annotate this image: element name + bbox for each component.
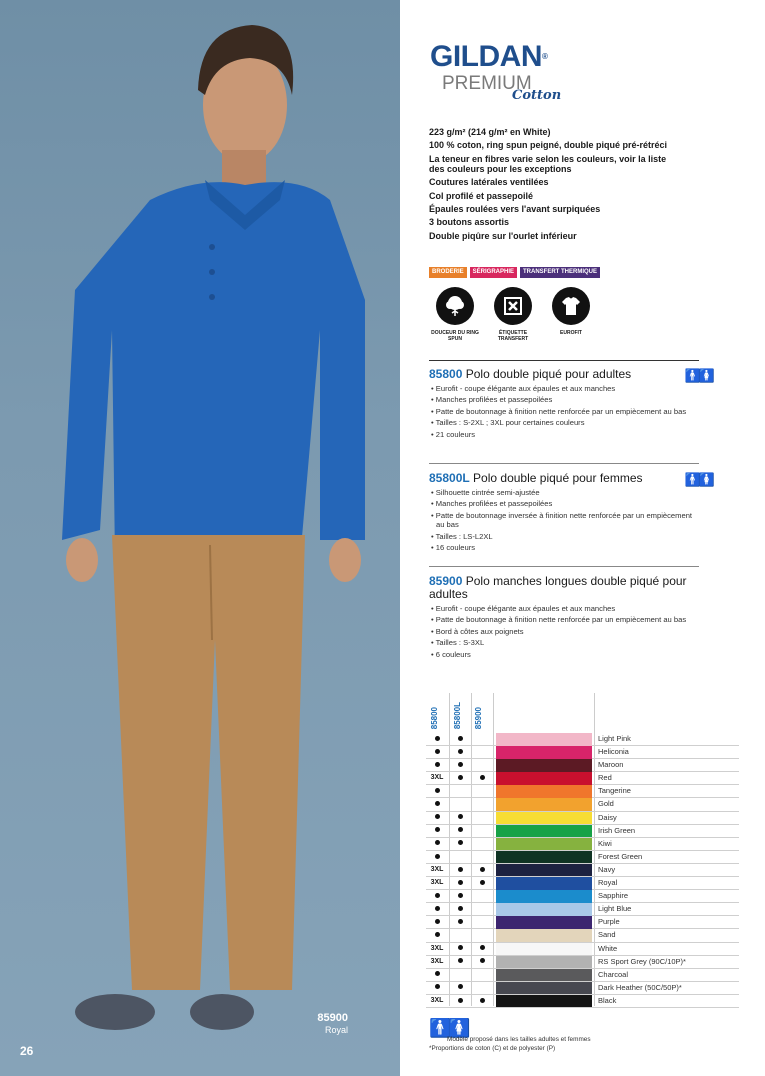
availability-dot <box>435 893 440 898</box>
model-right-shoe <box>190 994 254 1030</box>
color-swatch <box>496 916 592 929</box>
availability-cell <box>427 929 447 941</box>
availability-cell <box>472 812 492 824</box>
availability-dot <box>458 749 463 754</box>
color-row <box>426 943 739 956</box>
product-85800 <box>429 367 713 441</box>
tear-away-label-icon <box>494 287 532 325</box>
availability-cell <box>472 995 492 1007</box>
product-bullets <box>429 488 699 552</box>
color-name: Royal <box>598 878 618 888</box>
availability-cell <box>472 956 492 968</box>
availability-cell <box>427 890 447 902</box>
availability-cell <box>427 798 447 810</box>
product-name: Polo double piqué pour femmes <box>473 471 643 485</box>
availability-dot <box>458 998 463 1003</box>
brand-name: GILDAN <box>430 40 542 73</box>
color-row <box>426 851 739 864</box>
color-table-headers <box>426 693 498 733</box>
feature-label: EUROFIT <box>560 330 582 336</box>
color-swatch <box>496 812 592 825</box>
product-code: 85800 <box>429 367 463 381</box>
availability-dot <box>458 867 463 872</box>
availability-cell <box>450 798 470 810</box>
model-right-hand <box>329 538 361 582</box>
color-name: Light Blue <box>598 904 632 914</box>
divider <box>429 566 699 567</box>
color-swatch <box>496 982 592 995</box>
spec-item: 100 % coton, ring spun peigné, double piqué pré-rétréci <box>429 140 668 151</box>
color-row <box>426 903 739 916</box>
availability-cell <box>427 982 447 994</box>
availability-dot <box>480 867 485 872</box>
availability-dot <box>458 919 463 924</box>
availability-cell <box>450 929 470 941</box>
availability-dot <box>435 827 440 832</box>
availability-cell <box>427 825 447 837</box>
availability-dot <box>435 801 440 806</box>
availability-cell <box>427 812 447 824</box>
color-name: Irish Green <box>598 825 636 835</box>
color-name: Navy <box>598 864 616 874</box>
color-swatch <box>496 759 592 772</box>
model-left-hand <box>66 538 98 582</box>
availability-cell: 3XL <box>430 865 444 873</box>
availability-cell <box>472 759 492 771</box>
availability-cell <box>472 890 492 902</box>
product-code: 85900 <box>429 574 463 588</box>
availability-dot <box>435 762 440 767</box>
availability-cell <box>472 733 492 745</box>
product-title <box>429 472 699 485</box>
availability-cell <box>472 772 492 784</box>
unisex-icon: 🚹🚺 <box>684 368 713 383</box>
brand-logo <box>430 42 570 103</box>
availability-dot <box>458 827 463 832</box>
tshirt-icon <box>552 287 590 325</box>
decoration-tag-serigraphie: SÉRIGRAPHIE <box>470 267 517 278</box>
color-name: Maroon <box>598 760 624 770</box>
color-swatch <box>496 929 592 942</box>
model-neck <box>222 150 266 188</box>
availability-cell <box>450 890 470 902</box>
availability-cell <box>472 982 492 994</box>
color-name: Kiwi <box>598 838 612 848</box>
color-row <box>426 825 739 838</box>
feature-ring-spun <box>429 287 481 342</box>
product-85800l <box>429 471 713 554</box>
product-bullet: • Eurofit - coupe élégante aux épaules et aux manches <box>429 604 699 613</box>
photo-caption-color: Royal <box>324 1025 348 1035</box>
availability-cell <box>472 943 492 955</box>
color-row <box>426 798 739 811</box>
photo-caption-code: 85900 <box>317 1012 348 1024</box>
decoration-methods <box>429 267 600 278</box>
footnote-line-1: Modèle proposé dans les tailles adultes et femmes <box>447 1036 591 1043</box>
availability-dot <box>435 854 440 859</box>
feature-label: DOUCEUR DU RING SPUN <box>431 330 479 342</box>
product-bullets <box>429 384 699 439</box>
color-name: Dark Heather (50C/50P)* <box>598 982 682 992</box>
availability-cell <box>450 903 470 915</box>
availability-dot <box>480 998 485 1003</box>
availability-cell <box>450 759 470 771</box>
availability-dot <box>458 762 463 767</box>
availability-cell <box>427 916 447 928</box>
availability-dot <box>435 840 440 845</box>
color-name: Red <box>598 773 612 783</box>
availability-dot <box>435 984 440 989</box>
color-swatch <box>496 956 592 969</box>
color-swatch <box>496 890 592 903</box>
availability-cell <box>450 916 470 928</box>
product-title <box>429 575 699 601</box>
availability-cell <box>472 864 492 876</box>
product-title <box>429 368 699 381</box>
availability-cell <box>450 982 470 994</box>
color-swatch <box>496 864 592 877</box>
availability-cell <box>450 772 470 784</box>
availability-cell <box>472 929 492 941</box>
availability-dot <box>435 919 440 924</box>
availability-cell <box>450 733 470 745</box>
product-name: Polo double piqué pour adultes <box>465 367 632 381</box>
availability-dot <box>480 945 485 950</box>
spec-item: 3 boutons assortis <box>429 217 510 228</box>
color-row <box>426 969 739 982</box>
product-bullet: • Tailles : LS-L2XL <box>429 532 699 541</box>
product-bullet: • Eurofit - coupe élégante aux épaules et aux manches <box>429 384 699 393</box>
color-swatch <box>496 851 592 864</box>
availability-cell <box>472 746 492 758</box>
color-swatch <box>496 877 592 890</box>
availability-cell <box>450 969 470 981</box>
spec-item: Col profilé et passepoilé <box>429 190 534 201</box>
color-row <box>426 890 739 903</box>
product-85900 <box>429 575 699 661</box>
availability-cell: 3XL <box>430 774 444 782</box>
color-name: Light Pink <box>598 734 631 743</box>
availability-cell <box>450 838 470 850</box>
spec-item: Double piqûre sur l'ourlet inférieur <box>429 230 577 241</box>
feature-eurofit <box>545 287 597 342</box>
feature-label: ÉTIQUETTE TRANSFERT <box>497 330 529 342</box>
color-swatch <box>496 825 592 838</box>
availability-dot <box>480 880 485 885</box>
availability-dot <box>435 736 440 741</box>
availability-cell <box>427 903 447 915</box>
availability-dot <box>458 775 463 780</box>
footnote <box>429 1018 729 1052</box>
model-pants <box>112 535 305 990</box>
feature-tear-away <box>487 287 539 342</box>
color-name: Heliconia <box>598 747 629 757</box>
availability-dot <box>458 880 463 885</box>
availability-cell <box>472 851 492 863</box>
availability-cell <box>472 903 492 915</box>
availability-dot <box>458 736 463 741</box>
availability-cell: 3XL <box>430 996 444 1004</box>
availability-cell <box>450 785 470 797</box>
brand-cotton: Cotton <box>512 88 562 103</box>
availability-cell <box>450 864 470 876</box>
spec-item: La teneur en fibres varie selon les couleurs, voir la liste des couleurs pour les exceptions <box>429 153 667 175</box>
availability-cell <box>472 785 492 797</box>
availability-cell <box>450 956 470 968</box>
color-name: Charcoal <box>598 969 629 979</box>
product-code: 85800L <box>429 471 470 485</box>
product-bullet: • 21 couleurs <box>429 430 699 439</box>
decoration-tag-broderie: BRODERIE <box>429 267 467 278</box>
product-bullet: • Patte de boutonnage à finition nette renforcée par un empiècement au bas <box>429 615 699 624</box>
unisex-icon: 🚹🚺 <box>429 1018 468 1038</box>
availability-cell <box>472 877 492 889</box>
availability-dot <box>435 971 440 976</box>
color-row <box>426 956 739 969</box>
product-bullet: • 6 couleurs <box>429 650 699 659</box>
color-name: Daisy <box>598 812 617 822</box>
color-swatch <box>496 772 592 785</box>
column-header: 85900 <box>474 706 483 729</box>
availability-dot <box>435 932 440 937</box>
product-details <box>400 0 765 1076</box>
availability-dot <box>480 775 485 780</box>
product-bullet: • Patte de boutonnage inversée à finition nette renforcée par un empiècement au bas <box>429 511 699 530</box>
product-name: Polo manches longues double piqué pour adultes <box>429 574 687 601</box>
column-header: 85800 <box>430 706 439 729</box>
model-shirt <box>62 182 365 560</box>
availability-cell <box>472 838 492 850</box>
availability-dot <box>480 958 485 963</box>
availability-cell <box>450 943 470 955</box>
availability-dot <box>458 840 463 845</box>
product-bullet: • Patte de boutonnage à finition nette renforcée par un empiècement au bas <box>429 407 699 416</box>
color-row <box>426 982 739 995</box>
color-name: Forest Green <box>598 851 643 861</box>
availability-cell <box>450 746 470 758</box>
divider <box>429 463 699 464</box>
availability-cell <box>427 838 447 850</box>
color-swatch <box>496 785 592 798</box>
color-name: White <box>598 943 618 953</box>
spec-list <box>429 127 679 244</box>
color-row <box>426 772 739 785</box>
availability-cell: 3XL <box>430 944 444 952</box>
availability-dot <box>458 958 463 963</box>
color-row <box>426 916 739 929</box>
spec-item: 223 g/m² (214 g/m² en White) <box>429 127 551 137</box>
product-bullet: • Tailles : S-2XL ; 3XL pour certaines couleurs <box>429 418 699 427</box>
page-number: 26 <box>20 1044 34 1058</box>
color-name: Sand <box>598 930 616 940</box>
product-bullet: • 16 couleurs <box>429 543 699 552</box>
color-row <box>426 759 739 772</box>
availability-dot <box>458 893 463 898</box>
color-swatch <box>496 798 592 811</box>
availability-cell <box>450 825 470 837</box>
footnote-line-2: *Proportions de coton (C) et de polyester (P) <box>429 1045 556 1052</box>
color-row <box>426 995 739 1008</box>
cotton-plant-icon <box>436 287 474 325</box>
availability-cell <box>472 825 492 837</box>
product-bullet: • Bord à côtes aux poignets <box>429 627 699 636</box>
color-swatch <box>496 903 592 916</box>
availability-cell <box>472 969 492 981</box>
availability-cell <box>450 995 470 1007</box>
color-swatch <box>496 733 592 746</box>
color-row <box>426 877 739 890</box>
availability-dot <box>435 906 440 911</box>
color-row <box>426 864 739 877</box>
unisex-icon: 🚹🚺 <box>684 472 713 487</box>
product-bullet: • Manches profilées et passepoilées <box>429 499 699 508</box>
color-name: Tangerine <box>598 786 631 796</box>
availability-cell <box>427 785 447 797</box>
availability-dot <box>458 945 463 950</box>
color-swatch <box>496 746 592 759</box>
availability-dot <box>458 814 463 819</box>
availability-dot <box>458 906 463 911</box>
availability-cell: 3XL <box>430 879 444 887</box>
color-name: RS Sport Grey (90C/10P)* <box>598 956 686 966</box>
availability-cell <box>450 851 470 863</box>
product-bullet: • Manches profilées et passepoilées <box>429 395 699 404</box>
availability-dot <box>435 749 440 754</box>
color-name: Sapphire <box>598 891 629 901</box>
spec-item: Coutures latérales ventilées <box>429 177 549 188</box>
availability-cell <box>450 812 470 824</box>
availability-cell <box>427 733 447 745</box>
product-bullet: • Tailles : S-3XL <box>429 638 699 647</box>
availability-cell <box>427 851 447 863</box>
availability-cell <box>427 969 447 981</box>
brand-reg-mark: ® <box>542 52 548 61</box>
color-row <box>426 785 739 798</box>
feature-icons <box>429 287 603 342</box>
color-swatch <box>496 969 592 982</box>
divider <box>429 360 699 361</box>
color-row <box>426 746 739 759</box>
color-name: Gold <box>598 799 614 809</box>
availability-cell <box>472 798 492 810</box>
color-row <box>426 812 739 825</box>
product-bullet: • Silhouette cintrée semi-ajustée <box>429 488 699 497</box>
availability-dot <box>435 788 440 793</box>
decoration-tag-transfert: TRANSFERT THERMIQUE <box>520 267 600 278</box>
availability-cell <box>472 916 492 928</box>
column-header: 85800L <box>453 701 462 729</box>
color-name: Black <box>598 995 617 1005</box>
color-row <box>426 929 739 942</box>
spec-item: Épaules roulées vers l'avant surpiquées <box>429 203 601 214</box>
availability-cell <box>427 746 447 758</box>
availability-cell: 3XL <box>430 957 444 965</box>
color-row <box>426 733 739 746</box>
color-swatch <box>496 943 592 956</box>
color-swatch <box>496 838 592 851</box>
availability-cell <box>427 759 447 771</box>
availability-cell <box>450 877 470 889</box>
color-name: Purple <box>598 917 620 927</box>
model-left-shoe <box>75 994 155 1030</box>
color-rows <box>426 733 739 1008</box>
availability-dot <box>435 814 440 819</box>
color-row <box>426 838 739 851</box>
brand-premium: PREMIUM <box>442 73 532 94</box>
availability-dot <box>458 984 463 989</box>
color-swatch <box>496 995 592 1008</box>
product-bullets <box>429 604 699 659</box>
